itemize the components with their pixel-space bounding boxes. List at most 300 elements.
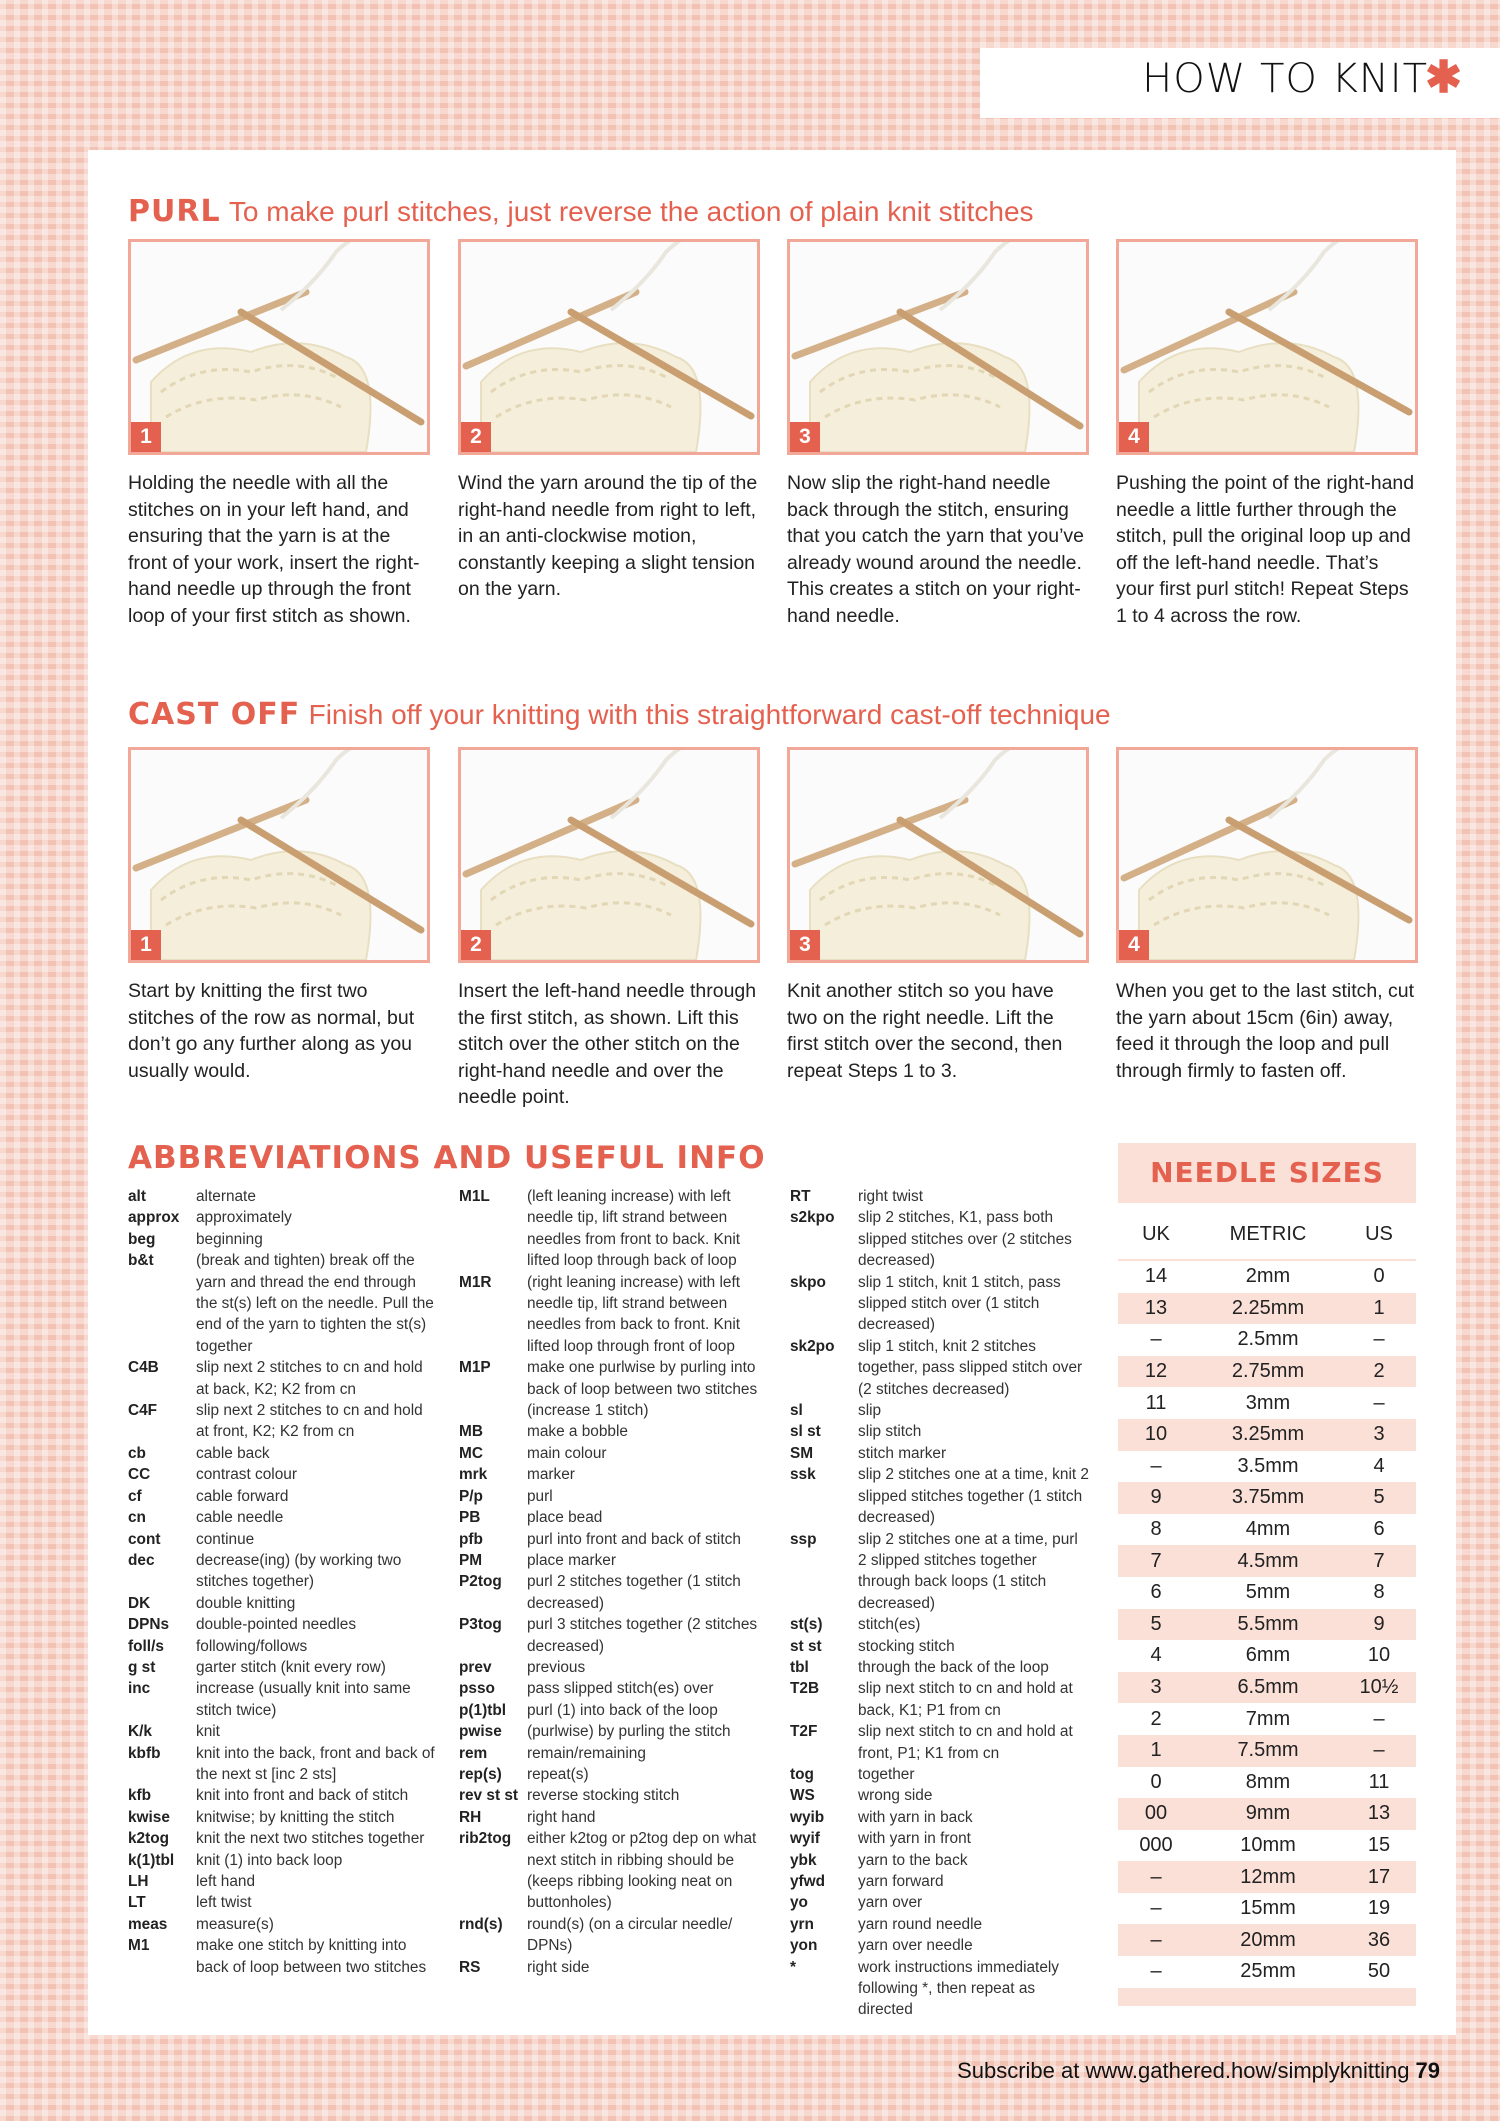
abbreviation-term: P2tog	[459, 1573, 502, 1591]
needle-size-row	[1118, 1545, 1416, 1577]
abbreviation-row	[790, 1850, 1090, 1871]
abbreviation-term: rib2tog	[459, 1830, 512, 1848]
needle-us: 8	[1373, 1581, 1385, 1604]
abbreviation-term: sl	[790, 1402, 803, 1420]
abbreviation-definition: continue	[196, 1530, 255, 1548]
needle-size-row	[1118, 1861, 1416, 1893]
abbreviation-term: k(1)tbl	[128, 1851, 175, 1869]
needle-size-row	[1118, 1419, 1416, 1451]
abbreviation-row	[459, 1914, 769, 1957]
needle-uk: 12	[1144, 1360, 1168, 1383]
abbreviation-row	[459, 1657, 769, 1678]
needle-metric: 12mm	[1240, 1865, 1296, 1888]
abbreviation-row	[128, 1186, 438, 1207]
needle-metric: 25mm	[1240, 1960, 1296, 1983]
abbreviation-row	[459, 1700, 769, 1721]
abbreviation-term: g st	[128, 1658, 156, 1676]
header-metric: METRIC	[1229, 1222, 1307, 1245]
abbreviation-term: LH	[128, 1873, 149, 1890]
needle-uk: 2	[1150, 1707, 1162, 1730]
abbreviation-row	[459, 1614, 769, 1657]
abbreviations-column-2	[459, 1186, 769, 1978]
abbreviation-term: rem	[459, 1744, 488, 1762]
knitting-illustration	[461, 750, 757, 960]
abbreviation-definition: yarn over needle	[858, 1937, 973, 1955]
abbreviation-term: cont	[128, 1530, 161, 1548]
needle-uk: –	[1150, 1960, 1162, 1983]
abbreviation-definition: knit	[196, 1723, 220, 1741]
abbreviation-definition: either k2tog or p2tog dep on what next stitch in ribbing should be (keeps ribbing looking neat on buttonholes)	[527, 1830, 757, 1912]
needle-metric: 3mm	[1245, 1391, 1291, 1414]
abbreviation-definition: slip next stitch to cn and hold at front, P1; K1 from cn	[858, 1723, 1073, 1762]
abbreviation-row	[128, 1785, 438, 1806]
abbreviation-term: inc	[128, 1680, 151, 1698]
abbreviation-definition: purl	[527, 1487, 553, 1505]
abbreviation-row	[790, 1464, 1090, 1528]
abbreviation-term: RS	[459, 1958, 481, 1976]
needle-uk: 10	[1144, 1423, 1168, 1446]
abbreviation-definition: reverse stocking stitch	[527, 1787, 680, 1805]
abbreviation-row	[459, 1443, 769, 1464]
needle-metric: 6mm	[1245, 1644, 1291, 1667]
abbreviation-term: rev st st	[459, 1787, 519, 1805]
abbreviation-row	[459, 1507, 769, 1528]
needle-size-row	[1118, 1924, 1416, 1956]
abbreviation-term: s2kpo	[790, 1209, 835, 1227]
abbreviation-definition: place marker	[527, 1551, 616, 1569]
abbreviation-term: MB	[459, 1423, 483, 1441]
needle-uk: 11	[1145, 1391, 1167, 1414]
needle-us: 7	[1373, 1549, 1385, 1572]
abbreviation-definition: repeat(s)	[527, 1765, 589, 1783]
abbreviation-term: st st	[790, 1637, 822, 1655]
abbreviation-term: ybk	[790, 1851, 817, 1869]
abbreviation-term: cn	[128, 1509, 146, 1527]
needle-size-row	[1118, 1293, 1416, 1325]
abbreviation-definition: slip next 2 stitches to cn and hold at back, K2; K2 from cn	[196, 1359, 423, 1398]
needle-metric: 20mm	[1240, 1928, 1296, 1951]
abbreviation-term: kfb	[128, 1787, 152, 1805]
needle-uk: –	[1150, 1454, 1162, 1477]
needle-us: 17	[1367, 1865, 1391, 1888]
needle-us: 0	[1373, 1265, 1385, 1288]
abbreviation-definition: slip 2 stitches one at a time, knit 2 slipped stitches together (1 stitch decreased)	[858, 1466, 1089, 1527]
abbreviation-term: WS	[790, 1787, 815, 1805]
abbreviation-definition: approximately	[196, 1209, 292, 1227]
abbreviation-definition: slip 1 stitch, knit 1 stitch, pass slipped stitch over (1 stitch decreased)	[858, 1273, 1061, 1334]
needle-us: 50	[1367, 1960, 1391, 1983]
abbreviation-definition: purl (1) into back of the loop	[527, 1701, 718, 1719]
abbreviation-term: C4F	[128, 1402, 158, 1420]
needle-sizes-title: NEEDLE SIZES	[1118, 1143, 1416, 1203]
purl-step-3-text: Now slip the right-hand needle back through the stitch, ensuring that you catch the yarn that you’ve already wound around the needle. This creates a stitch on your right-hand needle.	[787, 472, 1085, 627]
abbreviation-definition: previous	[527, 1658, 586, 1676]
purl-step-3-photo	[787, 239, 1089, 455]
needle-size-row	[1118, 1387, 1416, 1419]
abbreviation-row	[128, 1678, 438, 1721]
needle-metric: 3.25mm	[1231, 1423, 1305, 1446]
needle-size-row	[1118, 1609, 1416, 1641]
needle-us: 4	[1373, 1454, 1385, 1477]
step-number-badge: 2	[461, 422, 491, 452]
abbreviation-definition: yarn forward	[858, 1873, 944, 1890]
castoff-step-1-text: Start by knitting the first two stitches of the row as normal, but don’t go any further along as you usually would.	[128, 980, 415, 1082]
abbreviation-term: DK	[128, 1594, 151, 1612]
abbreviation-row	[790, 1529, 1090, 1615]
asterisk-icon: ✱	[1425, 53, 1462, 102]
abbreviation-row	[128, 1743, 438, 1786]
knitting-illustration	[131, 242, 427, 452]
step-number-badge: 3	[790, 930, 820, 960]
abbreviation-row	[459, 1486, 769, 1507]
abbreviation-row	[790, 1400, 1090, 1421]
abbreviation-row	[128, 1657, 438, 1678]
abbreviation-term: T2F	[790, 1723, 818, 1741]
castoff-step-1-photo	[128, 747, 430, 963]
abbreviation-row	[128, 1529, 438, 1550]
castoff-heading	[128, 697, 1111, 732]
abbreviation-term: kbfb	[128, 1744, 161, 1762]
needle-size-row	[1118, 1640, 1416, 1672]
castoff-step-4-photo	[1116, 747, 1418, 963]
abbreviation-definition: slip	[858, 1402, 882, 1420]
abbreviation-term: kwise	[128, 1808, 170, 1826]
abbreviation-definition: pass slipped stitch(es) over	[527, 1680, 714, 1698]
needle-uk: 6	[1150, 1581, 1162, 1604]
abbreviation-definition: purl 2 stitches together (1 stitch decreased)	[527, 1573, 741, 1612]
abbreviation-term: approx	[128, 1209, 180, 1227]
needle-size-row	[1118, 1577, 1416, 1609]
abbreviation-row	[459, 1357, 769, 1421]
abbreviation-definition: (right leaning increase) with left needle tip, lift strand between needles from back to front. Knit lifted loop through front of loop	[527, 1273, 741, 1355]
needle-us: 19	[1367, 1897, 1391, 1920]
abbreviation-definition: stocking stitch	[858, 1637, 955, 1655]
needle-us: –	[1373, 1328, 1385, 1351]
abbreviation-row	[128, 1357, 438, 1400]
abbreviation-row	[790, 1336, 1090, 1400]
abbreviation-definition: slip stitch	[858, 1423, 922, 1441]
abbreviation-definition: right hand	[527, 1808, 596, 1826]
knitting-illustration	[1119, 242, 1415, 452]
needle-size-row	[1118, 1798, 1416, 1830]
abbreviation-term: PM	[459, 1551, 483, 1569]
abbreviation-row	[128, 1721, 438, 1742]
needle-size-row	[1118, 1451, 1416, 1483]
needle-us: 13	[1367, 1802, 1391, 1825]
abbreviation-term: yfwd	[790, 1873, 826, 1890]
abbreviation-row	[128, 1550, 438, 1593]
needle-header-row	[1118, 1209, 1416, 1261]
abbreviation-row	[790, 1764, 1090, 1785]
abbreviation-term: M1L	[459, 1188, 490, 1205]
abbreviation-term: skpo	[790, 1273, 826, 1291]
abbreviation-definition: double knitting	[196, 1594, 296, 1612]
page-title: HOW TO KNIT	[1142, 56, 1428, 102]
knitting-illustration	[1119, 750, 1415, 960]
needle-metric: 5mm	[1245, 1581, 1291, 1604]
abbreviation-row	[128, 1486, 438, 1507]
abbreviation-row	[459, 1743, 769, 1764]
needle-uk: –	[1150, 1928, 1162, 1951]
needle-metric: 4.5mm	[1237, 1549, 1299, 1572]
page-number: 79	[1415, 2058, 1440, 2083]
abbreviation-row	[459, 1785, 769, 1806]
abbreviation-term: ssk	[790, 1466, 816, 1484]
abbreviation-row	[459, 1957, 769, 1978]
abbreviation-term: sl st	[790, 1423, 821, 1441]
abbreviation-definition: increase (usually knit into same stitch twice)	[196, 1680, 411, 1719]
abbreviation-term: foll/s	[128, 1637, 164, 1655]
abbreviation-term: wyif	[790, 1830, 820, 1848]
abbreviation-definition: purl into front and back of stitch	[527, 1530, 741, 1548]
abbreviation-term: tbl	[790, 1658, 809, 1676]
abbreviation-definition: round(s) (on a circular needle/ DPNs)	[527, 1915, 733, 1955]
needle-size-row	[1118, 1356, 1416, 1388]
needle-uk: –	[1150, 1328, 1162, 1351]
abbreviation-definition: slip 1 stitch, knit 2 stitches together, pass slipped stitch over (2 stitches decreased)	[858, 1337, 1083, 1398]
abbreviation-row	[459, 1721, 769, 1742]
needle-us: 36	[1367, 1928, 1391, 1951]
abbreviation-definition: slip next stitch to cn and hold at back, K1; P1 from cn	[858, 1680, 1073, 1719]
needle-uk: 5	[1150, 1612, 1162, 1635]
purl-step-4-text: Pushing the point of the right-hand needle a little further through the stitch, pull the original loop up and off the left-hand needle. That’s your first purl stitch! Repeat Steps 1 to 4 across the row.	[1116, 472, 1415, 627]
needle-uk: 9	[1150, 1486, 1162, 1509]
abbreviations-column-3	[790, 1186, 1090, 2021]
abbreviation-term: wyib	[790, 1808, 825, 1826]
castoff-step-3-text: Knit another stitch so you have two on the right needle. Lift the first stitch over the second, then repeat Steps 1 to 3.	[787, 980, 1063, 1082]
purl-subtitle: To make purl stitches, just reverse the action of plain knit stitches	[228, 196, 1034, 227]
abbreviation-definition: (purlwise) by purling the stitch	[527, 1723, 731, 1741]
purl-title: PURL	[128, 194, 221, 229]
castoff-step-4-text: When you get to the last stitch, cut the yarn about 15cm (6in) away, feed it through the loop and pull through firmly to fasten off.	[1116, 980, 1415, 1082]
castoff-title: CAST OFF	[128, 697, 301, 732]
needle-metric: 2.5mm	[1237, 1328, 1299, 1351]
abbreviation-term: yon	[790, 1937, 818, 1955]
abbreviation-row	[128, 1828, 438, 1849]
abbreviation-row	[459, 1678, 769, 1699]
needle-metric: 6.5mm	[1237, 1676, 1299, 1699]
needle-metric: 4mm	[1245, 1518, 1291, 1541]
needle-metric: 2.75mm	[1231, 1360, 1305, 1383]
abbreviation-row	[790, 1186, 1090, 1207]
abbreviation-definition: double-pointed needles	[196, 1616, 357, 1634]
abbreviation-row	[790, 1871, 1090, 1892]
knitting-illustration	[131, 750, 427, 960]
abbreviation-definition: stitch marker	[858, 1444, 947, 1462]
needle-us: 10	[1367, 1644, 1391, 1667]
abbreviation-definition: beginning	[196, 1230, 263, 1248]
needle-us: 1	[1373, 1296, 1385, 1319]
abbreviation-term: LT	[128, 1894, 146, 1912]
abbreviation-row	[128, 1614, 438, 1635]
needle-metric: 7mm	[1245, 1707, 1291, 1730]
needle-uk: 4	[1150, 1644, 1162, 1667]
abbreviation-row	[459, 1571, 769, 1614]
abbreviation-term: MC	[459, 1444, 483, 1462]
abbreviation-row	[790, 1807, 1090, 1828]
abbreviation-term: beg	[128, 1230, 156, 1248]
needle-us: 3	[1373, 1423, 1385, 1446]
abbreviation-definition: stitch(es)	[858, 1616, 921, 1634]
abbreviation-row	[790, 1207, 1090, 1271]
header-uk: UK	[1142, 1222, 1170, 1245]
castoff-step-3-photo	[787, 747, 1089, 963]
abbreviation-definition: knit (1) into back loop	[196, 1851, 343, 1869]
needle-metric: 10mm	[1240, 1833, 1296, 1856]
abbreviation-definition: slip 2 stitches, K1, pass both slipped stitches over (2 stitches decreased)	[858, 1209, 1072, 1270]
abbreviation-row	[459, 1421, 769, 1442]
needle-metric: 3.75mm	[1231, 1486, 1305, 1509]
abbreviation-definition: knitwise; by knitting the stitch	[196, 1808, 395, 1826]
needle-metric: 5.5mm	[1237, 1612, 1299, 1635]
abbreviation-definition: left twist	[196, 1894, 252, 1912]
abbreviation-term: T2B	[790, 1680, 820, 1698]
step-number-badge: 1	[131, 422, 161, 452]
purl-heading	[128, 194, 1034, 229]
needle-sizes-table	[1118, 1143, 1416, 2006]
abbreviations-column-1	[128, 1186, 438, 1978]
abbreviation-row	[790, 1721, 1090, 1764]
step-number-badge: 1	[131, 930, 161, 960]
needle-uk: 1	[1150, 1739, 1162, 1762]
abbreviation-definition: with yarn in front	[858, 1830, 971, 1848]
step-number-badge: 2	[461, 930, 491, 960]
abbreviation-definition: cable forward	[196, 1487, 289, 1505]
abbreviation-row	[790, 1892, 1090, 1913]
needle-table-footer	[1118, 1988, 1416, 2006]
abbreviation-row	[790, 1614, 1090, 1635]
abbreviation-definition: (left leaning increase) with left needle tip, lift strand between needles from front to back. Knit lifted loop through back of loop	[527, 1188, 741, 1270]
abbreviation-term: SM	[790, 1444, 814, 1462]
abbreviation-row	[459, 1807, 769, 1828]
abbreviation-definition: yarn to the back	[858, 1851, 968, 1869]
castoff-subtitle: Finish off your knitting with this straightforward cast-off technique	[308, 699, 1111, 730]
abbreviation-row	[790, 1935, 1090, 1956]
abbreviation-term: rnd(s)	[459, 1915, 503, 1933]
needle-uk: 14	[1144, 1265, 1168, 1288]
needle-metric: 2mm	[1245, 1265, 1291, 1288]
abbreviation-definition: through the back of the loop	[858, 1658, 1049, 1676]
needle-us: –	[1373, 1739, 1385, 1762]
needle-uk: 000	[1139, 1833, 1173, 1856]
abbreviation-term: prev	[459, 1658, 492, 1676]
abbreviation-definition: make one stitch by knitting into back of loop between two stitches	[196, 1937, 427, 1976]
abbreviation-definition: following/follows	[196, 1637, 308, 1655]
step-number-badge: 3	[790, 422, 820, 452]
abbreviation-definition: main colour	[527, 1444, 607, 1462]
step-number-badge: 4	[1119, 930, 1149, 960]
needle-uk: 00	[1144, 1802, 1168, 1825]
abbreviations-heading	[128, 1140, 766, 1176]
abbreviation-term: cb	[128, 1444, 146, 1462]
abbreviation-definition: alternate	[196, 1188, 256, 1205]
abbreviation-definition: place bead	[527, 1509, 603, 1527]
abbreviation-definition: left hand	[196, 1873, 256, 1890]
purl-step-2-photo	[458, 239, 760, 455]
needle-size-row	[1118, 1514, 1416, 1546]
abbreviation-definition: garter stitch (knit every row)	[196, 1658, 386, 1676]
abbreviation-row	[790, 1443, 1090, 1464]
abbreviation-term: pwise	[459, 1723, 502, 1741]
subscribe-link[interactable]: Subscribe at www.gathered.how/simplyknitting	[957, 2058, 1410, 2083]
abbreviation-term: yrn	[790, 1915, 814, 1933]
purl-step-2-text: Wind the yarn around the tip of the right-hand needle from right to left, in an anti-clockwise motion, constantly keeping a slight tension on the yarn.	[458, 472, 758, 600]
needle-metric: 7.5mm	[1237, 1739, 1299, 1762]
abbreviation-row	[790, 1657, 1090, 1678]
purl-step-1-photo	[128, 239, 430, 455]
abbreviation-definition: remain/remaining	[527, 1744, 646, 1762]
needle-us: –	[1373, 1707, 1385, 1730]
needle-metric: 3.5mm	[1237, 1454, 1299, 1477]
abbreviation-row	[128, 1207, 438, 1228]
abbreviation-row	[790, 1914, 1090, 1935]
needle-size-row	[1118, 1767, 1416, 1799]
page-footer	[957, 2058, 1440, 2084]
abbreviation-definition: right side	[527, 1958, 590, 1976]
abbreviation-row	[128, 1914, 438, 1935]
abbreviation-term: RT	[790, 1188, 811, 1205]
needle-us: 6	[1373, 1518, 1385, 1541]
purl-step-1-text: Holding the needle with all the stitches on in your left hand, and ensuring that the yarn is at the front of your work, insert the right-hand needle up through the front loop of your first stitch as shown.	[128, 472, 420, 627]
needle-us: 15	[1367, 1833, 1391, 1856]
abbreviations-title: ABBREVIATIONS AND USEFUL INFO	[128, 1140, 766, 1176]
needle-size-row	[1118, 1261, 1416, 1293]
needle-us: –	[1373, 1391, 1385, 1414]
needle-us: 11	[1368, 1770, 1390, 1793]
abbreviation-row	[128, 1850, 438, 1871]
abbreviation-definition: contrast colour	[196, 1466, 297, 1484]
castoff-step-2-photo	[458, 747, 760, 963]
abbreviation-row	[128, 1636, 438, 1657]
abbreviation-term: P/p	[459, 1487, 483, 1505]
abbreviation-definition: knit into the back, front and back of the next st [inc 2 sts]	[196, 1744, 435, 1783]
abbreviation-definition: wrong side	[858, 1787, 933, 1805]
needle-uk: 0	[1150, 1770, 1162, 1793]
abbreviation-row	[459, 1464, 769, 1485]
needle-uk: –	[1150, 1897, 1162, 1920]
needle-size-row	[1118, 1324, 1416, 1356]
abbreviation-definition: yarn round needle	[858, 1915, 983, 1933]
abbreviation-term: k2tog	[128, 1830, 170, 1848]
abbreviation-row	[128, 1807, 438, 1828]
abbreviation-row	[128, 1507, 438, 1528]
abbreviation-definition: cable back	[196, 1444, 270, 1462]
purl-step-4-photo	[1116, 239, 1418, 455]
abbreviation-definition: make a bobble	[527, 1423, 628, 1441]
abbreviation-term: DPNs	[128, 1616, 170, 1634]
needle-size-row	[1118, 1893, 1416, 1925]
abbreviation-term: C4B	[128, 1359, 159, 1377]
needle-metric: 15mm	[1240, 1897, 1296, 1920]
needle-uk: 8	[1150, 1518, 1162, 1541]
abbreviation-term: meas	[128, 1915, 168, 1933]
needle-metric: 2.25mm	[1231, 1296, 1305, 1319]
step-number-badge: 4	[1119, 422, 1149, 452]
abbreviation-term: st(s)	[790, 1616, 823, 1634]
abbreviation-term: pfb	[459, 1530, 483, 1548]
abbreviation-definition: together	[858, 1765, 915, 1783]
abbreviation-definition: slip next 2 stitches to cn and hold at front, K2; K2 from cn	[196, 1402, 423, 1441]
abbreviation-term: sk2po	[790, 1337, 835, 1355]
knitting-illustration	[461, 242, 757, 452]
abbreviation-definition: cable needle	[196, 1509, 284, 1527]
needle-size-row	[1118, 1672, 1416, 1704]
abbreviation-row	[128, 1871, 438, 1892]
knitting-illustration	[790, 750, 1086, 960]
abbreviation-row	[790, 1421, 1090, 1442]
needle-metric: 9mm	[1245, 1802, 1291, 1825]
knitting-illustration	[790, 242, 1086, 452]
